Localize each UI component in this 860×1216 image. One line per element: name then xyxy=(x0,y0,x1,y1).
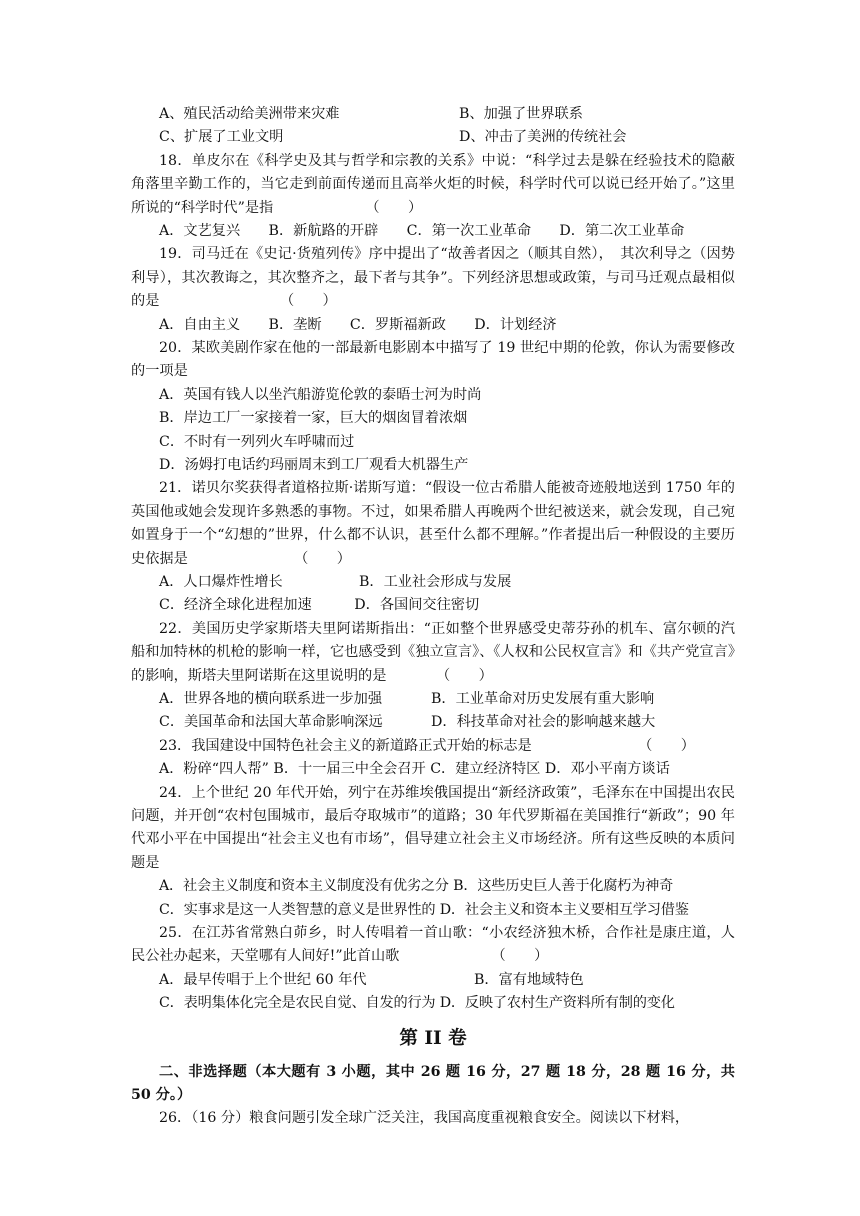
q20-option-a: A．英国有钱人以坐汽船游览伦敦的泰晤士河为时尚 xyxy=(159,386,482,403)
q26-stem: 26．（16 分）粮食问题引发全球广泛关注，我国高度重视粮食安全。阅读以下材料， xyxy=(159,1110,690,1127)
q24-options-row1: A．社会主义制度和资本主义制度没有优劣之分 B．这些历史巨人善于化腐朽为神奇 xyxy=(159,878,674,895)
q25-options-row2: C．表明集体化完全是农民自觉、自发的行为 D．反映了农村生产资料所有制的变化 xyxy=(159,995,675,1012)
q17-options-row1 xyxy=(131,103,735,126)
q20-option-b: B．岸边工厂一家接着一家，巨大的烟囱冒着浓烟 xyxy=(159,410,468,427)
exam-content xyxy=(131,103,735,1131)
q22-option-b: B．工业革命对历史发展有重大影响 xyxy=(431,691,655,707)
q25-options-row1 xyxy=(131,969,735,992)
q25-stem: 25．在江苏省常熟白茆乡，时人传唱着一首山歌：“小农经济独木桥，合作社是康庄道，人民公社办起来，天堂哪有人间好!”此首山歌 （ ） xyxy=(131,924,735,965)
q22-option-d: D．科技革命对社会的影响越来越大 xyxy=(431,714,656,731)
q22-option-c: C．美国革命和法国大革命影响深远 xyxy=(159,714,383,731)
q22-options-row2 xyxy=(131,711,735,734)
q17-option-d: D、冲击了美洲的传统社会 xyxy=(459,129,627,146)
q18-stem: 18．单皮尔在《科学史及其与哲学和宗教的关系》中说：“科学过去是躲在经验技术的隐蔽角落里辛勤工作的，当它走到前面传递而且高举火炬的时候，科学时代可以说已经开始了。”这里所说的“科学时代”是指 （ ） xyxy=(131,152,735,216)
q20-option-d: D．汤姆打电话约玛丽周末到工厂观看大机器生产 xyxy=(159,456,469,473)
q18-options: A．文艺复兴 B．新航路的开辟 C．第一次工业革命 D．第二次工业革命 xyxy=(159,223,685,239)
q17-option-c: C、扩展了工业文明 xyxy=(159,129,284,146)
section-title: 第 II 卷 xyxy=(399,1027,467,1049)
q21-option-b: B．工业社会形成与发展 xyxy=(359,574,512,590)
q17-option-b: B、加强了世界联系 xyxy=(459,106,583,122)
q23-options: A．粉碎“四人帮” B．十一届三中全会召开 C．建立经济特区 D．邓小平南方谈话 xyxy=(159,761,670,778)
q22-stem: 22．美国历史学家斯塔夫里阿诺斯指出：“正如整个世界感受史蒂芬孙的机车、富尔顿的汽船和加特林的机枪的影响一样，它也感受到《独立宣言》、《人权和公民权宣言》和《共产党宣言》的影响，斯塔夫里阿诺斯在这里说明的是 （ ） xyxy=(131,620,735,684)
q19-stem: 19．司马迁在《史记·货殖列传》序中提出了“故善者因之（顺其自然）， 其次利导之（因势利导），其次教诲之，其次整齐之，最下者与其争”。下列经济思想或政策，与司马迁观点最相似的是 （ ） xyxy=(131,246,735,310)
q21-option-a: A．人口爆炸性增长 xyxy=(159,574,283,590)
q21-options-row1 xyxy=(131,571,735,594)
q21-options-row2: C．经济全球化进程加速 D．各国间交往密切 xyxy=(159,597,480,614)
q25-option-a: A．最早传唱于上个世纪 60 年代 xyxy=(159,971,367,988)
q21-stem: 21．诺贝尔奖获得者道格拉斯·诺斯写道：“假设一位古希腊人能被奇迹般地送到 1750 年的英国他或她会发现许多熟悉的事物。不过，如果希腊人再晚两个世纪被送来，就会发现，自己宛如置身于一个“幻想的”世界，什么都不认识，甚至什么都不理解。”作者提出后一种假设的主要历史依据是 （ ） xyxy=(131,480,735,567)
section2-heading: 二、非选择题（本大题有 3 小题，其中 26 题 16 分，27 题 18 分，28 题 16 分，共 50 分。） xyxy=(131,1063,735,1103)
q22-options-row1 xyxy=(131,688,735,711)
q17-option-a: A、殖民活动给美洲带来灾难 xyxy=(159,106,340,122)
q17-options-row2 xyxy=(131,126,735,149)
q25-option-b: B．富有地域特色 xyxy=(474,971,584,988)
q24-options-row2: C．实事求是这一人类智慧的意义是世界性的 D．社会主义和资本主义要相互学习借鉴 xyxy=(159,901,689,918)
q20-option-c: C．不时有一列列火车呼啸而过 xyxy=(159,433,355,450)
q22-option-a: A．世界各地的横向联系进一步加强 xyxy=(159,691,383,707)
q24-stem: 24．上个世纪 20 年代开始，列宁在苏维埃俄国提出“新经济政策”，毛泽东在中国提出农民问题，并开创“农村包围城市，最后夺取城市”的道路；30 年代罗斯福在美国推行“新政”；90 年代邓小平在中国提出“社会主义也有市场”，倡导建立社会主义市场经济。所有这些反映的本质问题是 xyxy=(131,784,735,871)
q20-stem: 20．某欧美剧作家在他的一部最新电影剧本中描写了 19 世纪中期的伦敦，你认为需要修改的一项是 xyxy=(131,340,735,380)
q19-options: A．自由主义 B．垄断 C．罗斯福新政 D．计划经济 xyxy=(159,316,557,333)
q23-stem: 23．我国建设中国特色社会主义的新道路正式开始的标志是 （ ） xyxy=(159,737,695,754)
